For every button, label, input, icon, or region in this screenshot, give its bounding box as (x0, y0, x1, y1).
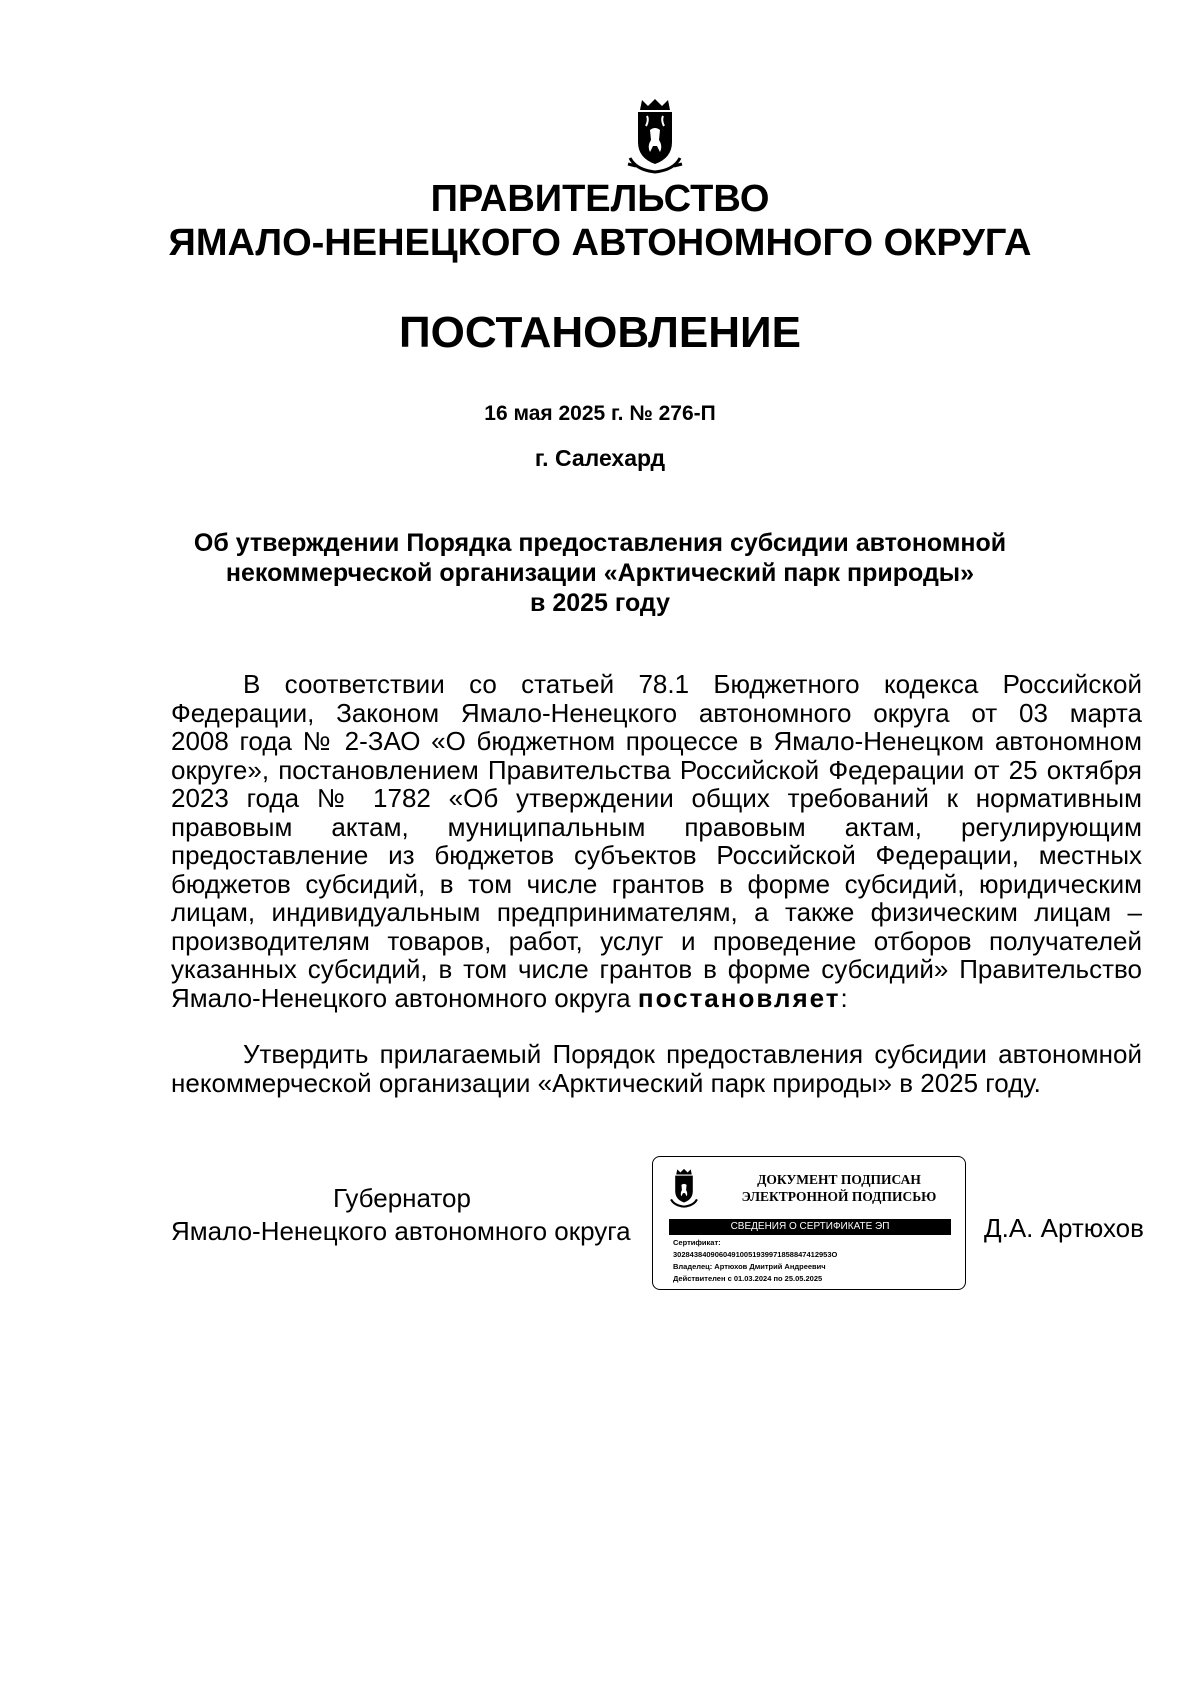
stamp-heading-line-1: ДОКУМЕНТ ПОДПИСАН (757, 1172, 921, 1187)
certificate-owner: Владелец: Артюхов Дмитрий Андреевич (673, 1262, 826, 1271)
paragraph-line: указанных субсидий, в том числе грантов в форме субсидий» Правительство (171, 954, 1142, 984)
stamp-heading (721, 1171, 957, 1205)
paragraph-resolution (171, 1040, 1142, 1097)
government-title-line-2: ЯМАЛО-НЕНЕЦКОГО АВТОНОМНОГО ОКРУГА (168, 222, 1032, 264)
certificate-label: Сертификат: (673, 1238, 721, 1247)
document-city: г. Салехард (534, 445, 666, 471)
signer-title-line-1: Губернатор (333, 1183, 471, 1213)
paragraph-line: 2008 года № 2-ЗАО «О бюджетном процессе в Ямало-Ненецком автономном (171, 726, 1142, 756)
signer-position (171, 1182, 633, 1248)
coat-of-arms-icon (626, 96, 684, 176)
document-subject (150, 528, 1050, 618)
paragraph-line: лицам, индивидуальным предпринимателям, а также физическим лицам – (171, 897, 1142, 927)
paragraph-line: округе», постановлением Правительства Российской Федерации от 25 октября (171, 754, 1142, 785)
subject-line: некоммерческой организации «Арктический парк природы» (225, 559, 975, 587)
subject-line: в 2025 году (530, 589, 670, 617)
signer-title-line-2: Ямало-Ненецкого автономного округа (171, 1216, 631, 1246)
paragraph-line: предоставление из бюджетов субъектов Российской Федерации, местных (171, 840, 1142, 870)
stamp-certificate-bar: СВЕДЕНИЯ О СЕРТИФИКАТЕ ЭП (669, 1219, 951, 1235)
paragraph-line: правовым актам, муниципальным правовым актам, регулирующим (171, 811, 1142, 842)
stamp-certificate-details (673, 1237, 957, 1285)
paragraph-line: производителям товаров, работ, услуг и проведение отборов получателей (171, 925, 1142, 956)
paragraph-preamble (171, 670, 1142, 1012)
document-type: ПОСТАНОВЛЕНИЕ (398, 308, 802, 357)
paragraph-line: В соответствии со статьей 78.1 Бюджетного кодекса Российской (243, 669, 1142, 699)
certificate-number: 30284384090604910051939971858847412953О (673, 1250, 838, 1259)
electronic-signature-stamp (652, 1156, 966, 1290)
coat-of-arms-icon (669, 1165, 699, 1211)
signer-name: Д.А. Артюхов (984, 1213, 1144, 1243)
resolution-keyword: постановляет (637, 982, 841, 1013)
subject-line: Об утверждении Порядка предоставления субсидии автономной (193, 529, 1007, 557)
paragraph-line: некоммерческой организации «Арктический парк природы» в 2025 году. (171, 1067, 1041, 1098)
paragraph-last-line (171, 984, 1142, 1013)
certificate-validity: Действителен с 01.03.2024 по 25.05.2025 (673, 1274, 823, 1283)
last-line-suffix: : (840, 982, 848, 1013)
stamp-heading-line-2: ЭЛЕКТРОННОЙ ПОДПИСЬЮ (741, 1189, 937, 1204)
paragraph-line: Утвердить прилагаемый Порядок предоставления субсидии автономной (243, 1039, 1142, 1069)
paragraph-line: Федерации, Законом Ямало-Ненецкого автономного округа от 03 марта (171, 697, 1142, 728)
last-line-prefix: Ямало-Ненецкого автономного округа (171, 982, 638, 1013)
paragraph-line: 2023 года № 1782 «Об утверждении общих требований к нормативным (171, 783, 1142, 813)
paragraph-line: бюджетов субсидий, в том числе грантов в форме субсидий, юридическим (171, 868, 1142, 899)
government-title-line-1: ПРАВИТЕЛЬСТВО (430, 178, 770, 220)
document-date-number: 16 мая 2025 г. № 276-П (484, 402, 716, 425)
